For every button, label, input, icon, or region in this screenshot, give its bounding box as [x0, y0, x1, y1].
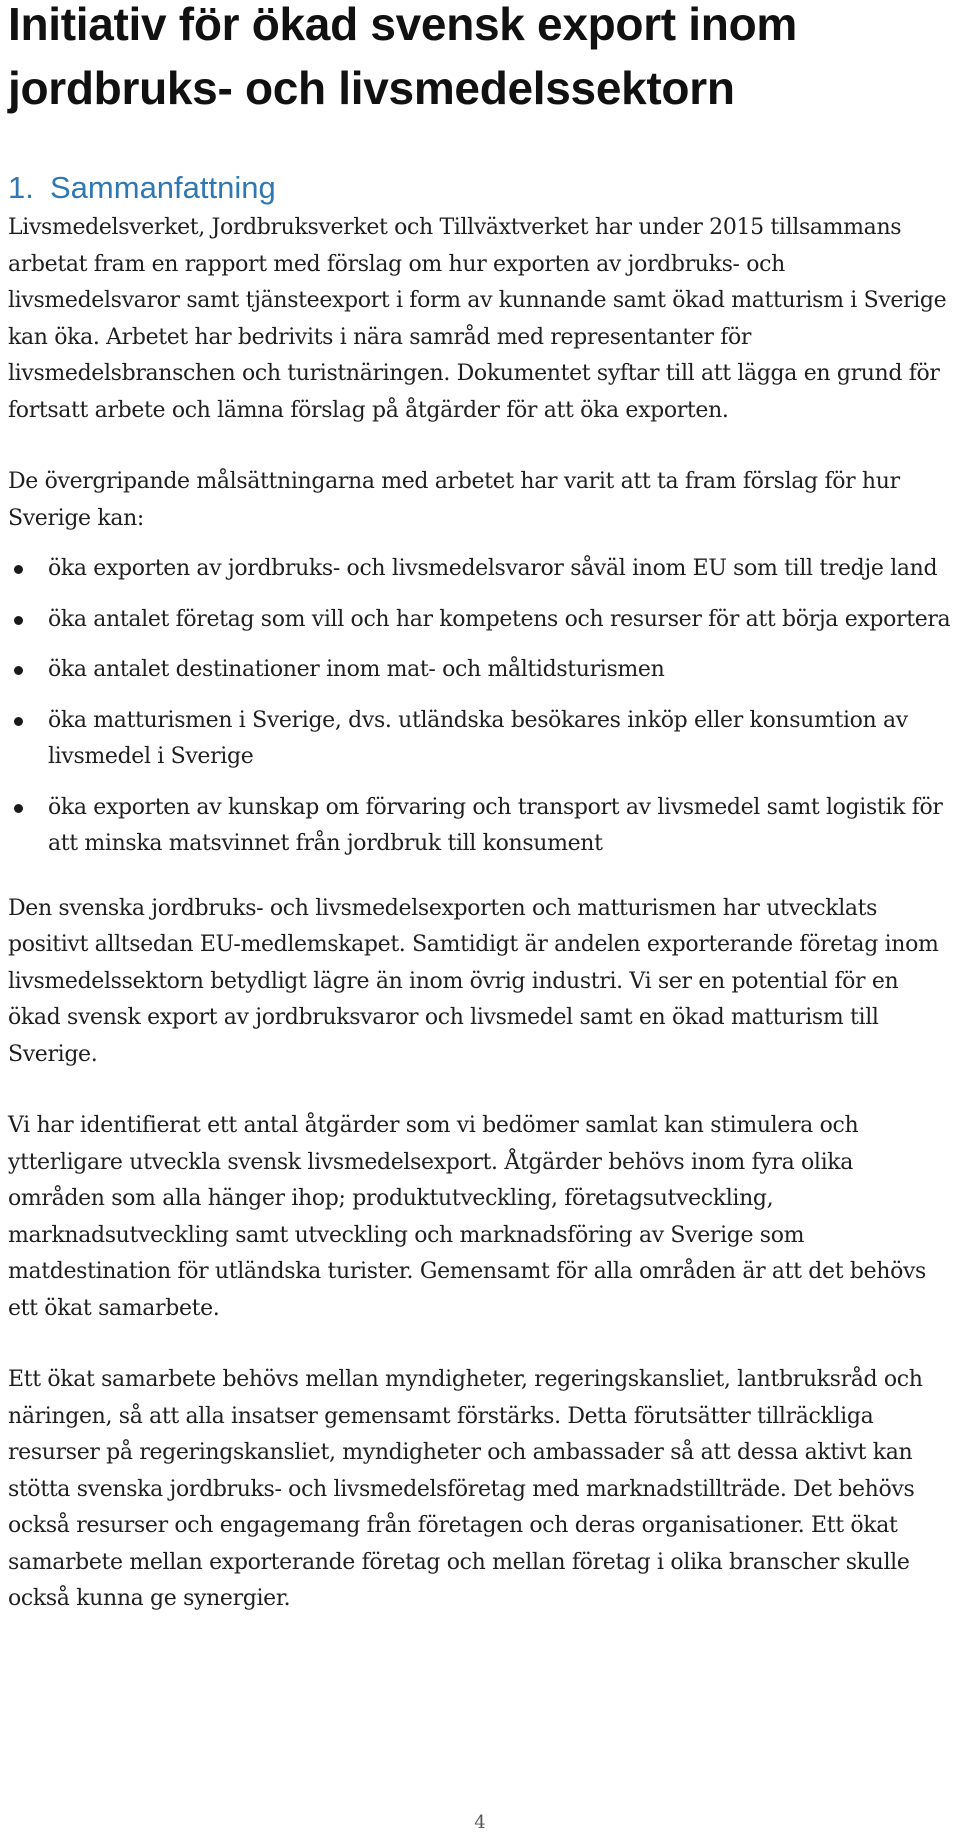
goals-list [8, 551, 956, 863]
list-item-text: öka exporten av kunskap om förvaring och transport av livsmedel samt logistik för att minska matsvinnet från jordbruk till konsument [48, 794, 943, 856]
list-item-text: öka exporten av jordbruks- och livsmedelsvaror såväl inom EU som till tredje land [48, 556, 938, 581]
list-item [8, 602, 956, 639]
section-heading [8, 168, 956, 208]
list-item [8, 652, 956, 689]
paragraph-goals-lead: De övergripande målsättningarna med arbetet har varit att ta fram förslag för hur Sverige kan: [8, 469, 900, 531]
page-title [8, 0, 956, 120]
list-item [8, 703, 956, 776]
bullet-icon [14, 717, 23, 726]
body-text [8, 210, 956, 1618]
section-title: Sammanfattning [50, 170, 276, 205]
list-item [8, 551, 956, 588]
document-page [8, 0, 956, 1618]
paragraph-cooperation: Ett ökat samarbete behövs mellan myndigheter, regeringskansliet, lantbruksråd och näringen, så att alla insatser gemensamt förstärks. Detta förutsätter tillräckliga resurser på regeringskansliet, myndigheter och ambassader så att dessa aktivt kan stötta svenska jordbruks- och livsmedelsföretag med marknadstillträde. Det behövs också resurser och engagemang från företagen och deras organisationer. Ett ökat samarbete mellan exporterande företag och mellan företag i olika branscher skulle också kunna ge synergier. [8, 1367, 923, 1611]
paragraph-export-development: Den svenska jordbruks- och livsmedelsexporten och matturismen har utvecklats positivt alltsedan EU-medlemskapet. Samtidigt är andelen exporterande företag inom livsmedelssektorn betydligt lägre än inom övrig industri. Vi ser en potential för en ökad svensk export av jordbruksvaror och livsmedel samt en ökad matturism till Sverige. [8, 895, 939, 1067]
bullet-icon [14, 666, 23, 675]
bullet-icon [14, 565, 23, 574]
list-item-text: öka matturismen i Sverige, dvs. utländska besökares inköp eller konsumtion av livsmedel i Sverige [48, 707, 908, 769]
page-title-line-2: jordbruks- och livsmedelssektorn [8, 62, 735, 114]
list-item [8, 790, 956, 863]
list-item-text: öka antalet destinationer inom mat- och måltidsturismen [48, 657, 665, 682]
section-number: 1. [8, 170, 34, 205]
page-title-line-1: Initiativ för ökad svensk export inom [8, 0, 797, 50]
paragraph-measures: Vi har identifierat ett antal åtgärder som vi bedömer samlat kan stimulera och ytterligare utveckla svensk livsmedelsexport. Åtgärder behövs inom fyra olika områden som alla hänger ihop; produktutveckling, företagsutveckling, marknadsutveckling samt utveckling och marknadsföring av Sverige som matdestination för utländska turister. Gemensamt för alla områden är att det behövs ett ökat samarbete. [8, 1113, 926, 1321]
page-number: 4 [474, 1812, 486, 1833]
bullet-icon [14, 616, 23, 625]
list-item-text: öka antalet företag som vill och har kompetens och resurser för att börja exportera [48, 606, 951, 632]
title-block [8, 0, 956, 120]
paragraph-intro: Livsmedelsverket, Jordbruksverket och Tillväxtverket har under 2015 tillsammans arbetat fram en rapport med förslag om hur exporten av jordbruks- och livsmedelsvaror samt tjänsteexport i form av kunnande samt ökad matturism i Sverige kan öka. Arbetet har bedrivits i nära samråd med representanter för livsmedelsbranschen och turistnäringen. Dokumentet syftar till att lägga en grund för fortsatt arbete och lämna förslag på åtgärder för att öka exporten. [8, 215, 947, 423]
bullet-icon [14, 804, 23, 813]
